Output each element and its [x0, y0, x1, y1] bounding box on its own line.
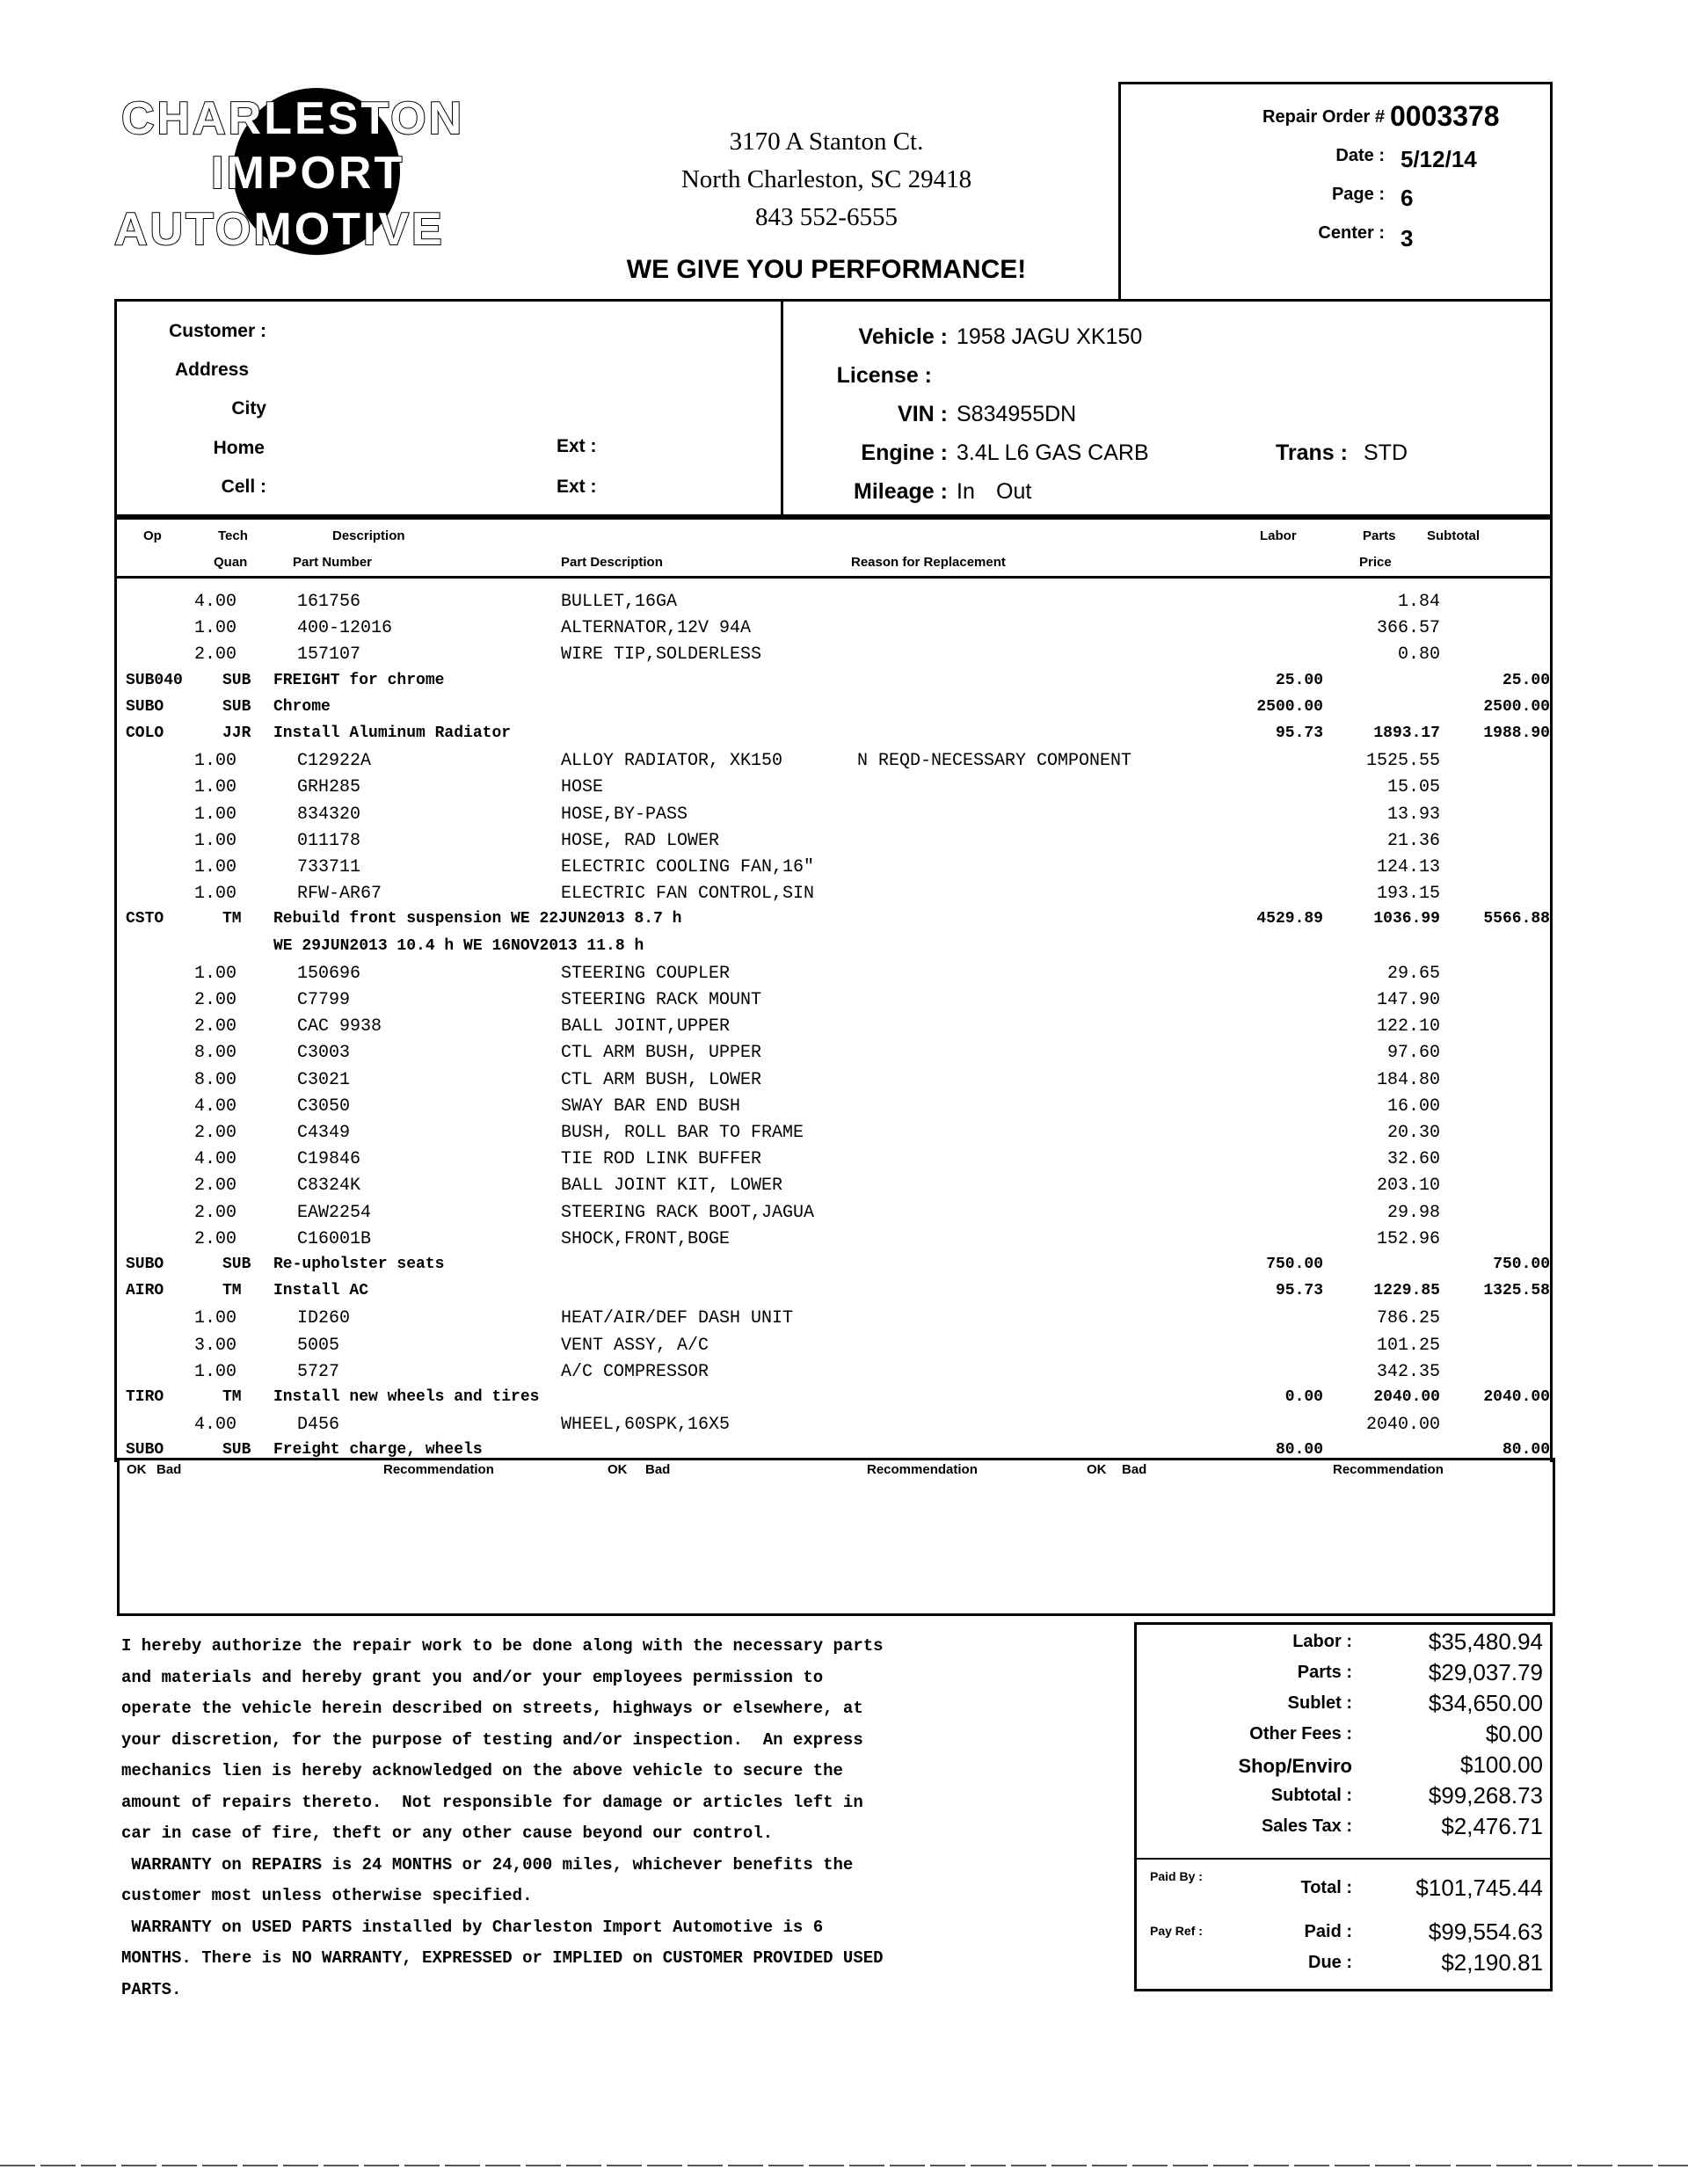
rec-bad-3: Bad [1122, 1462, 1147, 1477]
part-description: TIE ROD LINK BUFFER [561, 1149, 762, 1170]
part-description: HOSE [561, 777, 604, 798]
part-line [117, 777, 1550, 804]
part-line [117, 1415, 1550, 1441]
op-labor: 95.73 [1275, 1282, 1323, 1300]
vehicle-label: Vehicle : [858, 324, 948, 349]
op-code: SUBO [126, 1441, 164, 1460]
part-price: 20.30 [1386, 1123, 1440, 1143]
tech-code: SUB [222, 671, 251, 689]
part-qty: 4.00 [194, 592, 237, 612]
part-line [117, 592, 1550, 618]
part-price: 29.98 [1386, 1202, 1440, 1223]
part-description: CTL ARM BUSH, UPPER [561, 1043, 762, 1064]
paid-amount: $99,554.63 [1428, 1918, 1543, 1945]
part-number: 834320 [297, 804, 361, 825]
op-labor: 4529.89 [1256, 910, 1323, 928]
op-subtotal: 5566.88 [1483, 910, 1550, 928]
part-description: SHOCK,FRONT,BOGE [561, 1228, 731, 1249]
part-price: 13.93 [1386, 804, 1440, 825]
part-price: 2040.00 [1365, 1415, 1440, 1436]
operation-line [117, 672, 1550, 698]
part-number: RFW-AR67 [297, 884, 382, 905]
tech-code: SUB [222, 1441, 251, 1460]
op-subtotal: 1325.58 [1483, 1282, 1550, 1300]
part-line [117, 804, 1550, 831]
rec-bad-2: Bad [645, 1462, 671, 1477]
terms-line: I hereby authorize the repair work to be done along with the necessary parts [121, 1636, 884, 1656]
part-description: ELECTRIC FAN CONTROL,SIN [561, 884, 815, 905]
rec-label-3: Recommendation [1333, 1462, 1444, 1477]
subtotal-label: Subtotal : [1270, 1786, 1352, 1805]
totals-rule [1137, 1858, 1550, 1860]
part-qty: 1.00 [194, 884, 237, 905]
part-number: C19846 [297, 1149, 361, 1170]
other-fees: $0.00 [1485, 1721, 1543, 1747]
part-price: 1.84 [1397, 592, 1440, 612]
due-label: Due : [1308, 1953, 1352, 1972]
company-logo [114, 84, 501, 259]
part-description: STEERING RACK MOUNT [561, 990, 762, 1010]
operation-line [117, 1282, 1550, 1308]
op-code: SUBO [126, 1256, 164, 1273]
col-parts: Parts [1363, 528, 1396, 543]
part-line [117, 857, 1550, 884]
mileage-out: Out [996, 479, 1032, 504]
info-divider [781, 302, 783, 514]
part-number: C4349 [297, 1123, 351, 1143]
part-line [117, 1203, 1550, 1229]
operation-line [117, 724, 1550, 751]
op-code: CSTO [126, 910, 164, 928]
labor-total-label: Labor : [1292, 1632, 1352, 1651]
vin-label: VIN : [898, 402, 948, 426]
col-op: Op [143, 528, 162, 543]
tech-code: SUB [222, 1256, 251, 1273]
engine-value: 3.4L L6 GAS CARB [957, 440, 1149, 465]
engine-label: Engine : [861, 440, 948, 465]
part-price: 184.80 [1376, 1069, 1440, 1090]
op-code: SUBO [126, 697, 164, 716]
op-labor: 0.00 [1284, 1388, 1323, 1406]
logo-line-2: IMPORT [211, 148, 405, 199]
part-qty: 1.00 [194, 751, 237, 772]
op-description: Rebuild front suspension WE 22JUN2013 8.7 h [273, 910, 682, 928]
sublet-total: $34,650.00 [1428, 1690, 1543, 1716]
part-price: 786.25 [1376, 1308, 1440, 1329]
total-label: Total : [1300, 1878, 1352, 1897]
part-qty: 1.00 [194, 857, 237, 877]
operation-line [117, 698, 1550, 724]
part-price: 0.80 [1397, 644, 1440, 666]
op-subtotal: 1988.90 [1483, 724, 1550, 742]
part-line [117, 964, 1550, 990]
terms-text [121, 1631, 1106, 2006]
part-price: 203.10 [1376, 1176, 1440, 1197]
part-line [117, 990, 1550, 1016]
page-edge [0, 2165, 1688, 2166]
parts-total: $29,037.79 [1428, 1659, 1543, 1685]
op-labor: 750.00 [1266, 1256, 1323, 1273]
sublet-total-label: Sublet : [1287, 1693, 1352, 1713]
header-rule [117, 576, 1550, 579]
totals-box [1134, 1622, 1553, 1991]
part-qty: 1.00 [194, 804, 237, 825]
part-line [117, 1149, 1550, 1176]
part-price: 193.15 [1376, 884, 1440, 905]
line-items-box [114, 517, 1553, 1462]
op-parts: 1893.17 [1373, 724, 1440, 742]
logo-line-1: CHARLESTON [121, 93, 465, 144]
part-qty: 1.00 [194, 777, 237, 798]
page-label: Page : [1331, 185, 1385, 204]
part-description: SWAY BAR END BUSH [561, 1096, 741, 1117]
op-parts: 2040.00 [1373, 1388, 1440, 1406]
part-description: STEERING COUPLER [561, 963, 731, 984]
date-label: Date : [1335, 146, 1385, 165]
vin-value: S834955DN [957, 402, 1077, 426]
parts-total-label: Parts : [1297, 1663, 1352, 1682]
part-price: 32.60 [1386, 1149, 1440, 1170]
part-qty: 1.00 [194, 1308, 237, 1329]
op-description: Install new wheels and tires [273, 1388, 540, 1406]
part-qty: 2.00 [194, 1228, 237, 1249]
operation-continuation [117, 937, 1550, 964]
part-description: BUSH, ROLL BAR TO FRAME [561, 1123, 804, 1143]
part-qty: 4.00 [194, 1096, 237, 1117]
part-price: 124.13 [1376, 857, 1440, 877]
part-description: BALL JOINT KIT, LOWER [561, 1176, 783, 1197]
op-parts: 1229.85 [1373, 1282, 1440, 1300]
part-price: 21.36 [1386, 830, 1440, 851]
mileage-label: Mileage : [854, 479, 948, 504]
part-number: GRH285 [297, 777, 361, 798]
part-number: 157107 [297, 644, 361, 666]
part-number: C12922A [297, 751, 372, 772]
customer-label: Customer : [169, 321, 266, 341]
other-fees-label: Other Fees : [1249, 1724, 1352, 1744]
part-description: ALTERNATOR,12V 94A [561, 618, 752, 639]
part-number: CAC 9938 [297, 1016, 382, 1037]
part-number: C7799 [297, 990, 351, 1010]
rec-bad-1: Bad [156, 1462, 182, 1477]
operation-line [117, 1256, 1550, 1282]
sales-tax-label: Sales Tax : [1261, 1816, 1352, 1836]
part-number: D456 [297, 1415, 340, 1436]
part-qty: 3.00 [194, 1335, 237, 1356]
trans-label: Trans : [1276, 440, 1348, 465]
part-line [117, 1336, 1550, 1362]
part-qty: 1.00 [194, 1361, 237, 1382]
tech-code: TM [222, 1388, 242, 1406]
op-subtotal: 2500.00 [1483, 697, 1550, 716]
paid-label: Paid : [1304, 1922, 1352, 1941]
paid-by-label: Paid By : [1150, 1869, 1203, 1883]
address-line-2: North Charleston, SC 29418 [680, 165, 972, 193]
op-description: FREIGHT for chrome [273, 671, 445, 689]
rec-ok-3: OK [1087, 1462, 1107, 1477]
rec-label-1: Recommendation [383, 1462, 494, 1477]
rec-label-2: Recommendation [867, 1462, 978, 1477]
col-tech: Tech [218, 528, 248, 543]
subtotal: $99,268.73 [1428, 1782, 1543, 1809]
center-number: 3 [1401, 225, 1414, 251]
part-description: ELECTRIC COOLING FAN,16" [561, 857, 815, 877]
part-price: 29.65 [1386, 963, 1440, 984]
op-description: Re-upholster seats [273, 1256, 445, 1273]
op-labor: 2500.00 [1256, 697, 1323, 716]
customer-vehicle-box [114, 299, 1553, 517]
part-qty: 2.00 [194, 1016, 237, 1037]
city-label: City [231, 398, 266, 419]
col-description: Description [332, 528, 405, 543]
op-labor: 95.73 [1275, 724, 1323, 742]
mileage-in: In [957, 479, 975, 504]
address-line-1: 3170 A Stanton Ct. [729, 127, 924, 156]
part-line [117, 1016, 1550, 1043]
part-number: C3021 [297, 1069, 351, 1090]
operation-line [117, 1388, 1550, 1415]
home-label: Home [213, 438, 265, 458]
part-qty: 4.00 [194, 1149, 237, 1170]
part-line [117, 1176, 1550, 1202]
part-number: 733711 [297, 857, 361, 877]
part-number: 5727 [297, 1361, 340, 1382]
op-code: SUB040 [126, 671, 183, 689]
terms-line: amount of repairs thereto. Not responsible for damage or articles left in [121, 1792, 863, 1812]
op-description-continued: WE 29JUN2013 10.4 h WE 16NOV2013 11.8 h [273, 936, 644, 955]
op-subtotal: 2040.00 [1483, 1388, 1550, 1406]
part-qty: 1.00 [194, 963, 237, 984]
op-parts: 1036.99 [1373, 910, 1440, 928]
part-number: 5005 [297, 1335, 340, 1356]
tech-code: SUB [222, 697, 251, 716]
part-description: A/C COMPRESSOR [561, 1361, 709, 1382]
labor-total: $35,480.94 [1428, 1628, 1543, 1655]
op-description: Install Aluminum Radiator [273, 724, 512, 742]
ro-number-label: Repair Order # [1262, 107, 1385, 127]
part-number: 400-12016 [297, 618, 393, 639]
part-price: 97.60 [1386, 1043, 1440, 1064]
op-code: TIRO [126, 1388, 164, 1406]
part-price: 342.35 [1376, 1361, 1440, 1382]
col-labor: Labor [1260, 528, 1297, 543]
part-price: 1525.55 [1365, 751, 1440, 772]
part-number: C8324K [297, 1176, 361, 1197]
part-number: C16001B [297, 1228, 372, 1249]
part-line [117, 751, 1550, 777]
op-description: Freight charge, wheels [273, 1441, 483, 1460]
trans-value: STD [1364, 440, 1408, 465]
part-price: 15.05 [1386, 777, 1440, 798]
op-labor: 80.00 [1275, 1441, 1323, 1460]
col-subtotal: Subtotal [1427, 528, 1480, 543]
warranty-line: PARTS. [121, 1979, 182, 1999]
op-subtotal: 80.00 [1502, 1441, 1550, 1460]
part-qty: 1.00 [194, 830, 237, 851]
cell-ext-label: Ext : [557, 477, 597, 497]
part-line [117, 1123, 1550, 1149]
part-price: 16.00 [1386, 1096, 1440, 1117]
warranty-line: customer most unless otherwise specified. [121, 1886, 533, 1905]
pay-ref-label: Pay Ref : [1150, 1924, 1203, 1938]
part-qty: 2.00 [194, 990, 237, 1010]
part-line [117, 1229, 1550, 1256]
rec-ok-1: OK [127, 1462, 147, 1477]
col-part-number: Part Number [293, 555, 373, 570]
center-label: Center : [1318, 223, 1385, 243]
terms-line: and materials and hereby grant you and/or your employees permission to [121, 1667, 824, 1687]
company-phone: 843 552-6555 [755, 203, 898, 231]
part-qty: 8.00 [194, 1043, 237, 1064]
ro-date: 5/12/14 [1401, 146, 1477, 172]
tech-code: TM [222, 910, 242, 928]
part-line [117, 1043, 1550, 1069]
part-price: 147.90 [1376, 990, 1440, 1010]
part-description: BALL JOINT,UPPER [561, 1016, 731, 1037]
repair-order-box [1118, 82, 1553, 302]
part-description: HOSE, RAD LOWER [561, 830, 720, 851]
part-description: STEERING RACK BOOT,JAGUA [561, 1202, 815, 1223]
replacement-reason: N REQD-NECESSARY COMPONENT [857, 751, 1132, 772]
vehicle-value: 1958 JAGU XK150 [957, 324, 1143, 349]
part-description: BULLET,16GA [561, 592, 678, 612]
op-labor: 25.00 [1275, 671, 1323, 689]
col-price: Price [1359, 555, 1392, 570]
terms-line: car in case of fire, theft or any other cause beyond our control. [121, 1824, 774, 1843]
part-line [117, 884, 1550, 910]
part-description: HOSE,BY-PASS [561, 804, 688, 825]
part-description: VENT ASSY, A/C [561, 1335, 709, 1356]
terms-line: your discretion, for the purpose of testing and/or inspection. An express [121, 1729, 863, 1750]
part-qty: 1.00 [194, 618, 237, 639]
part-description: WHEEL,60SPK,16X5 [561, 1415, 731, 1436]
ro-number: 0003378 [1390, 100, 1500, 132]
logo-line-3: AUTOMOTIVE [114, 204, 445, 255]
home-ext-label: Ext : [557, 436, 597, 456]
op-description: Install AC [273, 1282, 369, 1300]
license-label: License : [836, 363, 932, 388]
shop-enviro: $100.00 [1460, 1751, 1543, 1778]
part-qty: 8.00 [194, 1069, 237, 1090]
op-description: Chrome [273, 697, 331, 716]
rec-ok-2: OK [608, 1462, 628, 1477]
warranty-line: WARRANTY on USED PARTS installed by Charleston Import Automotive is 6 [121, 1917, 824, 1937]
part-number: EAW2254 [297, 1202, 372, 1223]
tech-code: TM [222, 1282, 242, 1300]
col-part-description: Part Description [561, 555, 663, 570]
part-number: C3003 [297, 1043, 351, 1064]
part-qty: 2.00 [194, 1123, 237, 1143]
due-amount: $2,190.81 [1441, 1949, 1543, 1976]
part-qty: 2.00 [194, 1176, 237, 1197]
part-line [117, 1362, 1550, 1388]
part-number: 150696 [297, 963, 361, 984]
sales-tax: $2,476.71 [1441, 1813, 1543, 1839]
part-number: 161756 [297, 592, 361, 612]
part-line [117, 831, 1550, 857]
warranty-line: MONTHS. There is NO WARRANTY, EXPRESSED or IMPLIED on CUSTOMER PROVIDED USED [121, 1948, 884, 1968]
part-qty: 2.00 [194, 644, 237, 666]
operation-line [117, 910, 1550, 936]
company-slogan: WE GIVE YOU PERFORMANCE! [626, 255, 1027, 284]
warranty-line: WARRANTY on REPAIRS is 24 MONTHS or 24,000 miles, whichever benefits the [121, 1854, 854, 1875]
part-description: CTL ARM BUSH, LOWER [561, 1069, 762, 1090]
tech-code: JJR [222, 724, 251, 742]
op-code: AIRO [126, 1282, 164, 1300]
part-description: HEAT/AIR/DEF DASH UNIT [561, 1308, 794, 1329]
terms-line: operate the vehicle herein described on streets, highways or elsewhere, at [121, 1699, 863, 1718]
part-qty: 2.00 [194, 1202, 237, 1223]
part-number: 011178 [297, 830, 361, 851]
part-qty: 4.00 [194, 1415, 237, 1436]
address-label: Address [174, 360, 249, 380]
part-price: 366.57 [1376, 618, 1440, 639]
part-price: 152.96 [1376, 1228, 1440, 1249]
part-price: 101.25 [1376, 1335, 1440, 1356]
terms-line: mechanics lien is hereby acknowledged on the above vehicle to secure the [121, 1761, 843, 1780]
grand-total: $101,745.44 [1415, 1875, 1543, 1901]
shop-enviro-label: Shop/Enviro [1238, 1755, 1352, 1777]
cell-label: Cell : [221, 477, 266, 497]
part-line [117, 618, 1550, 644]
op-subtotal: 25.00 [1502, 671, 1550, 689]
col-reason: Reason for Replacement [851, 555, 1006, 570]
part-line [117, 1070, 1550, 1096]
part-line [117, 1308, 1550, 1335]
part-description: WIRE TIP,SOLDERLESS [561, 644, 762, 666]
op-code: COLO [126, 724, 164, 742]
part-price: 122.10 [1376, 1016, 1440, 1037]
col-quan: Quan [214, 555, 248, 570]
op-subtotal: 750.00 [1493, 1256, 1550, 1273]
part-line [117, 1096, 1550, 1123]
page-number: 6 [1401, 185, 1414, 211]
part-description: ALLOY RADIATOR, XK150 [561, 751, 783, 772]
company-address [615, 123, 1037, 237]
part-line [117, 644, 1550, 671]
recommendation-box [117, 1458, 1555, 1616]
part-number: C3050 [297, 1096, 351, 1117]
part-number: ID260 [297, 1308, 351, 1329]
